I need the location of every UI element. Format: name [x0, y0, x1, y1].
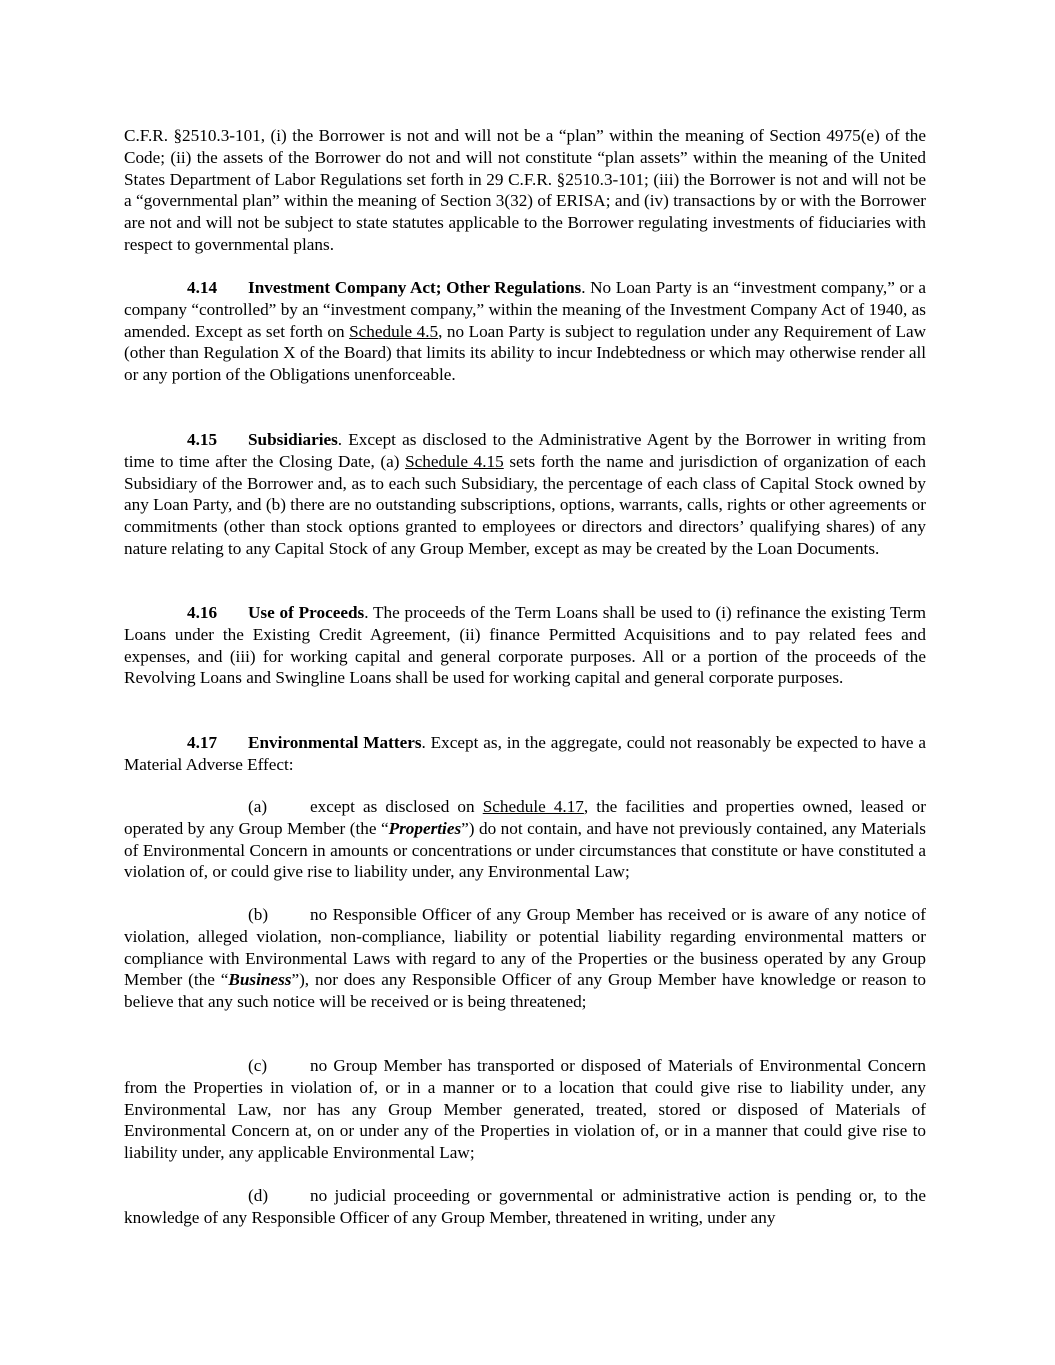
section-heading: Environmental Matters: [248, 733, 422, 752]
clause-label: (a): [248, 797, 268, 816]
section-4-17: [124, 732, 926, 776]
section-text: . The proceeds of the Term Loans shall be used to (i) refinance the existing Term Loans under the Existing Credit Agreement, (ii) finance Permitted Acquisitions and to pay related fees and expenses, and (iii) for working capital and general corporate purposes. All or a portion of the proceeds of the Revolving Loans and Swingline Loans shall be used for working capital and general corporate purposes.: [124, 603, 926, 688]
intro-paragraph: [124, 125, 926, 256]
section-number: 4.14: [187, 278, 218, 297]
section-4-15: [124, 429, 926, 560]
clause-label: (d): [248, 1186, 269, 1205]
clause-c: [124, 1055, 926, 1164]
section-heading: Use of Proceeds: [248, 603, 365, 622]
clause-text: no Responsible Officer of any Group Member has received or is aware of any notice of violation, alleged violation, non-compliance, liability or potential liability regarding environmental matters or compliance with Environmental Laws with regard to any of the Properties or the business operated by any Group Member (the “: [124, 905, 926, 990]
section-number: 4.15: [187, 430, 218, 449]
schedule-reference: Schedule 4.5: [349, 321, 439, 341]
intro-text: C.F.R. §2510.3-101, (i) the Borrower is not and will not be a “plan” within the meaning of Section 4975(e) of the Code; (ii) the assets of the Borrower do not and will not constitute “plan assets” within the meaning of the United States Department of Labor Regulations set forth in 29 C.F.R. §2510.3-101; (iii) the Borrower is not and will not be a “governmental plan” within the meaning of Section 3(32) of ERISA; and (iv) transactions by or with the Borrower are not and will not be subject to state statutes applicable to the Borrower regulating investments of fiduciaries with respect to governmental plans.: [124, 126, 926, 254]
schedule-reference: Schedule 4.15: [405, 451, 504, 471]
schedule-reference: Schedule 4.17: [482, 797, 584, 816]
section-text: . Except as, in the aggregate, could not reasonably be expected to have a Material Adverse Effect:: [124, 733, 927, 774]
clause-text: no Group Member has transported or disposed of Materials of Environmental Concern from the Properties in violation of, or in a manner or to a location that could give rise to liability under, any Environmental Law, nor has any Group Member generated, treated, stored or disposed of Materials of Environmental Concern at, on or under any of the Properties in violation of, or in a manner that could give rise to liability under, any applicable Environmental Law;: [124, 1056, 926, 1163]
section-text: . Except as disclosed to the Administrative Agent by the Borrower in writing from time to time after the Closing Date, (a): [124, 430, 926, 471]
section-text: sets forth the name and jurisdiction of organization of each Subsidiary of the Borrower and, as to each such Subsidiary, the percentage of each class of Capital Stock owned by any Loan Party, and (b) there are no outstanding subscriptions, options, warrants, calls, rights or other agreements or commitments (other than stock options granted to employees or directors and directors’ qualifying shares) of any nature relating to any Capital Stock of any Group Member, except as may be created by the Loan Documents.: [124, 451, 926, 558]
clause-text: ”) do not contain, and have not previously contained, any Materials of Environmental Concern in amounts or concentrations or under circumstances that constitute or have constituted a violation of, or could give rise to liability under, any Environmental Law;: [124, 818, 926, 882]
clause-d: [124, 1185, 926, 1229]
clause-label: (c): [248, 1056, 268, 1075]
clause-b: [124, 904, 926, 1013]
defined-term: Properties: [388, 818, 462, 838]
clause-text: except as disclosed on: [310, 797, 483, 816]
clause-label: (b): [248, 905, 269, 924]
section-heading: Investment Company Act; Other Regulations: [248, 278, 582, 297]
section-heading: Subsidiaries: [248, 430, 338, 449]
clause-a: [124, 796, 926, 883]
clause-text: , the facilities and properties owned, leased or operated by any Group Member (the “: [124, 797, 926, 838]
section-number: 4.17: [187, 733, 218, 752]
section-text: . No Loan Party is an “investment company,” or a company “controlled” by an “investment company,” within the meaning of the Investment Company Act of 1940, as amended. Except as set forth on: [124, 278, 926, 341]
clause-text: ”), nor does any Responsible Officer of any Group Member have knowledge or reason to believe that any such notice will be received or is being threatened;: [124, 970, 927, 1012]
section-4-14: [124, 277, 926, 386]
section-text: , no Loan Party is subject to regulation under any Requirement of Law (other than Regulation X of the Board) that limits its ability to incur Indebtedness or which may otherwise render all or any portion of the Obligations unenforceable.: [124, 321, 927, 385]
section-4-16: [124, 602, 926, 689]
section-number: 4.16: [187, 603, 218, 622]
clause-text: no judicial proceeding or governmental or administrative action is pending or, to the knowledge of any Responsible Officer of any Group Member, threatened in writing, under any: [124, 1186, 926, 1227]
defined-term: Business: [228, 970, 292, 990]
